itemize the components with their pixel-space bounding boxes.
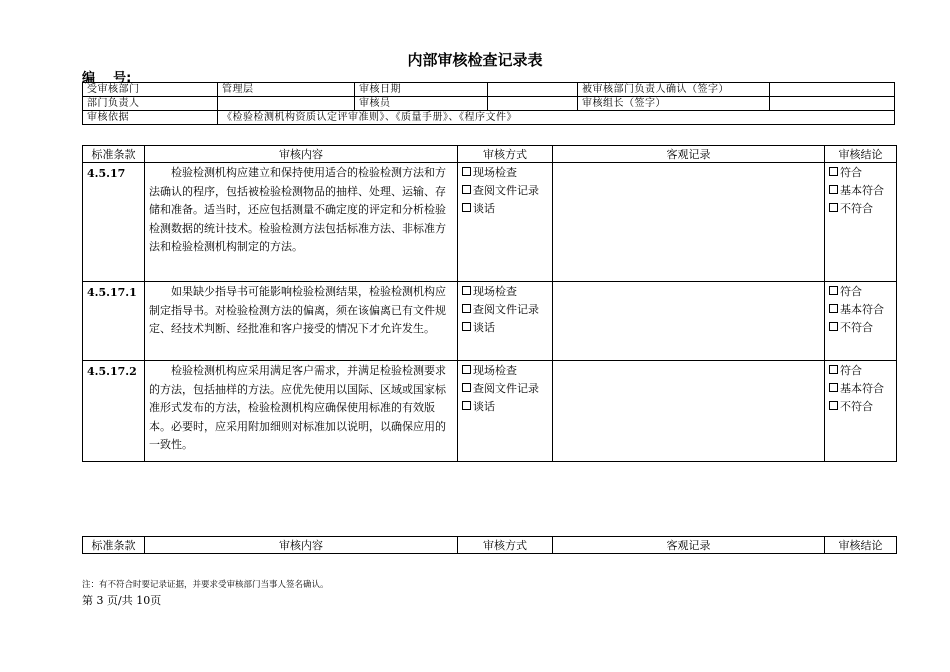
checkbox-icon — [829, 167, 838, 176]
col-header-content: 审核内容 — [145, 537, 458, 554]
checkbox-icon — [829, 185, 838, 194]
audit-header-table — [82, 82, 895, 125]
col-header-conclusion: 审核结论 — [825, 537, 897, 554]
method-option[interactable]: 谈话 — [462, 398, 548, 416]
page-number: 第 3 页/共 10页 — [82, 594, 162, 607]
method-options — [458, 163, 553, 282]
col-header-content: 审核内容 — [145, 146, 458, 163]
leader-label: 审核组长（签字） — [578, 97, 770, 111]
head-label: 部门负责人 — [83, 97, 218, 111]
audit-content: 检验检测机构应采用满足客户需求，并满足检验检测要求的方法，包括抽样的方法。应优先使用以国际、区域或国家标准形式发布的方法，检验检测机构应确保使用标准的有效版本。必要时，应采用附加细则对标准加以说明，以确保应用的一致性。 — [145, 361, 458, 462]
table-header-row — [83, 146, 897, 163]
method-options — [458, 282, 553, 361]
method-option[interactable]: 查阅文件记录 — [462, 182, 548, 200]
conclusion-options — [825, 163, 897, 282]
checkbox-icon — [462, 185, 471, 194]
leader-value[interactable] — [770, 97, 895, 111]
table-row — [83, 282, 897, 361]
conclusion-option[interactable]: 不符合 — [829, 200, 892, 218]
checkbox-icon — [462, 167, 471, 176]
checkbox-icon — [829, 383, 838, 392]
checkbox-icon — [462, 286, 471, 295]
checkbox-icon — [462, 383, 471, 392]
confirm-value[interactable] — [770, 83, 895, 97]
audit-content: 如果缺少指导书可能影响检验检测结果，检验检测机构应制定指导书。对检验检测方法的偏离，须在该偏离已有文件规定、经技术判断、经批准和客户接受的情况下才允许发生。 — [145, 282, 458, 361]
table-header-row — [83, 537, 897, 554]
method-option[interactable]: 现场检查 — [462, 362, 548, 380]
method-option[interactable]: 现场检查 — [462, 283, 548, 301]
conclusion-option[interactable]: 符合 — [829, 283, 892, 301]
method-options — [458, 361, 553, 462]
col-header-record: 客观记录 — [553, 146, 825, 163]
objective-record[interactable] — [553, 282, 825, 361]
conclusion-options — [825, 361, 897, 462]
checkbox-icon — [829, 401, 838, 410]
method-option[interactable]: 现场检查 — [462, 164, 548, 182]
conclusion-option[interactable]: 基本符合 — [829, 182, 892, 200]
clause-code: 4.5.17.2 — [83, 361, 145, 462]
clause-code: 4.5.17.1 — [83, 282, 145, 361]
clause-code: 4.5.17 — [83, 163, 145, 282]
confirm-label: 被审核部门负责人确认（签字） — [578, 83, 770, 97]
auditor-label: 审核员 — [355, 97, 488, 111]
checkbox-icon — [462, 401, 471, 410]
auditor-value[interactable] — [488, 97, 578, 111]
doc-number-label: 编 号: — [82, 71, 132, 86]
checkbox-icon — [462, 304, 471, 313]
dept-value[interactable]: 管理层 — [218, 83, 355, 97]
conclusion-option[interactable]: 不符合 — [829, 319, 892, 337]
checkbox-icon — [829, 304, 838, 313]
objective-record[interactable] — [553, 361, 825, 462]
audit-content: 检验检测机构应建立和保持使用适合的检验检测方法和方法确认的程序，包括被检验检测物品的抽样、处理、运输、存储和准备。适当时，还应包括测量不确定度的评定和分析检验检测数据的统计技术。检验检测方法包括标准方法、非标准方法和检验检测机构制定的方法。 — [145, 163, 458, 282]
dept-label: 受审核部门 — [83, 83, 218, 97]
conclusion-option[interactable]: 不符合 — [829, 398, 892, 416]
col-header-clause: 标准条款 — [83, 537, 145, 554]
footnote: 注：有不符合时要记录证据，并要求受审核部门当事人签名确认。 — [82, 580, 329, 590]
method-option[interactable]: 查阅文件记录 — [462, 380, 548, 398]
method-option[interactable]: 查阅文件记录 — [462, 301, 548, 319]
basis-label: 审核依据 — [83, 111, 218, 125]
conclusion-option[interactable]: 基本符合 — [829, 380, 892, 398]
page-title: 内部审核检查记录表 — [407, 51, 543, 69]
col-header-method: 审核方式 — [458, 146, 553, 163]
table-row — [83, 361, 897, 462]
checkbox-icon — [829, 203, 838, 212]
repeated-header-table — [82, 536, 897, 554]
col-header-conclusion: 审核结论 — [825, 146, 897, 163]
conclusion-options — [825, 282, 897, 361]
checkbox-icon — [462, 365, 471, 374]
checkbox-icon — [462, 322, 471, 331]
date-label: 审核日期 — [355, 83, 488, 97]
conclusion-option[interactable]: 符合 — [829, 362, 892, 380]
conclusion-option[interactable]: 基本符合 — [829, 301, 892, 319]
method-option[interactable]: 谈话 — [462, 200, 548, 218]
checkbox-icon — [829, 365, 838, 374]
conclusion-option[interactable]: 符合 — [829, 164, 892, 182]
date-value[interactable] — [488, 83, 578, 97]
checkbox-icon — [462, 203, 471, 212]
checkbox-icon — [829, 322, 838, 331]
method-option[interactable]: 谈话 — [462, 319, 548, 337]
table-row — [83, 163, 897, 282]
head-value[interactable] — [218, 97, 355, 111]
col-header-method: 审核方式 — [458, 537, 553, 554]
basis-value: 《检验检测机构资质认定评审准则》、《质量手册》、《程序文件》 — [218, 111, 895, 125]
col-header-record: 客观记录 — [553, 537, 825, 554]
objective-record[interactable] — [553, 163, 825, 282]
audit-records-table — [82, 145, 897, 462]
col-header-clause: 标准条款 — [83, 146, 145, 163]
checkbox-icon — [829, 286, 838, 295]
